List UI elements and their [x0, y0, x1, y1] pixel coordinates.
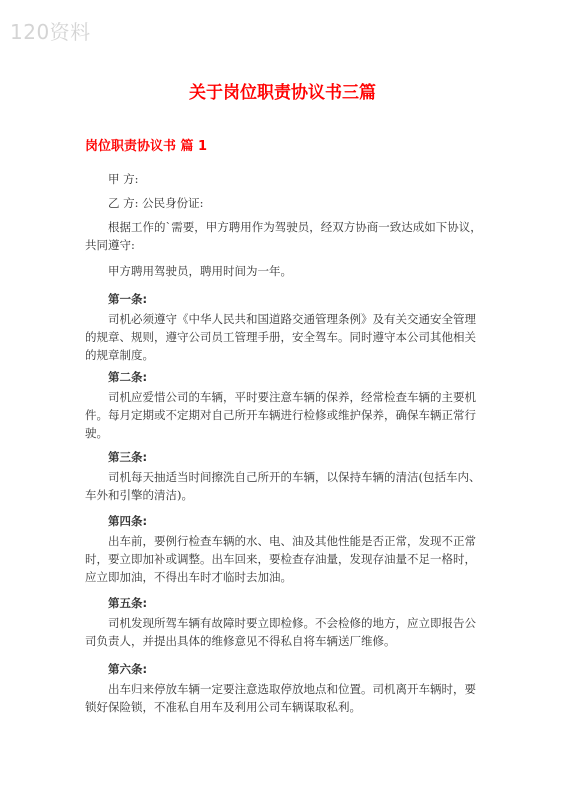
watermark: 120资料: [10, 20, 91, 44]
article-6-text: 出车归来停放车辆一定要注意选取停放地点和位置。司机离开车辆时，要锁好保险锁，不准私自用车及利用公司车辆谋取私利。: [85, 682, 476, 714]
article-3-heading: 第三条:: [108, 450, 148, 464]
hire-paragraph: 甲方聘用驾驶员，聘用时间为一年。: [108, 264, 292, 278]
article-3-text: 司机每天抽适当时间擦洗自己所开的车辆，以保持车辆的清洁(包括车内、车外和引擎的清洁)。: [85, 470, 481, 502]
party-b-line: 乙 方: 公民身份证:: [108, 196, 204, 210]
section-title: 岗位职责协议书 篇 1: [85, 139, 208, 154]
document-title: 关于岗位职责协议书三篇: [189, 83, 376, 103]
article-1-text: 司机必须遵守《中华人民共和国道路交通管理条例》及有关交通安全管理的规章、规则，遵守公司员工管理手册，安全驾车。同时遵守本公司其他相关的规章制度。: [85, 312, 476, 362]
article-5-heading: 第五条:: [108, 596, 148, 610]
article-4-text: 出车前，要例行检查车辆的水、电、油及其他性能是否正常，发现不正常时，要立即加补或调整。出车回来，要检查存油量，发现存油量不足一格时，应立即加油，不得出车时才临时去加油。: [85, 534, 476, 584]
party-a-line: 甲 方:: [108, 172, 139, 186]
article-6-heading: 第六条:: [108, 662, 148, 676]
article-4-heading: 第四条:: [108, 514, 148, 528]
article-1-heading: 第一条:: [108, 292, 148, 306]
intro-paragraph: 根据工作的`需要，甲方聘用作为驾驶员，经双方协商一致达成如下协议，共同遵守:: [85, 220, 482, 252]
article-2-text: 司机应爱惜公司的车辆，平时要注意车辆的保养，经常检查车辆的主要机件。每月定期或不定期对自己所开车辆进行检修或维护保养，确保车辆正常行驶。: [85, 390, 476, 440]
article-2-heading: 第二条:: [108, 370, 148, 384]
article-5-text: 司机发现所驾车辆有故障时要立即检修。不会检修的地方，应立即报告公司负责人，并提出具体的维修意见不得私自将车辆送厂维修。: [85, 616, 476, 648]
